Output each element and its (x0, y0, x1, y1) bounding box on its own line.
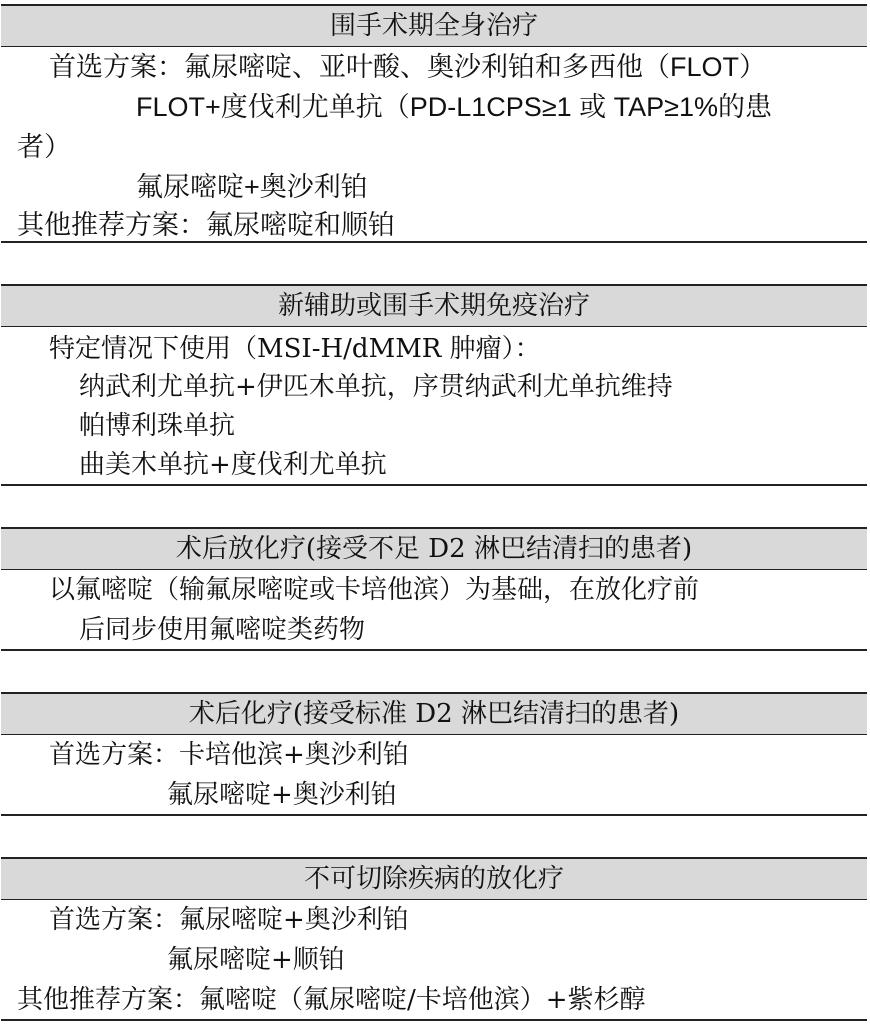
regimen-line: 其他推荐方案：氟尿嘧啶和顺铂 (17, 210, 395, 240)
section-postoperative-chemotherapy (1, 692, 867, 816)
regimen-line: 后同步使用氟嘧啶类药物 (79, 615, 366, 645)
regimen-line: 首选方案：卡培他滨+奥沙利铂 (49, 740, 409, 770)
section-header: 术后放化疗(接受不足 D2 淋巴结清扫的患者) (1, 529, 867, 570)
regimen-line: 以氟嘧啶（输氟尿嘧啶或卡培他滨）为基础，在放化疗前 (49, 575, 700, 605)
regimen-line: 帕博利珠单抗 (79, 411, 236, 441)
regimen-line: 首选方案：氟尿嘧啶、亚叶酸、奥沙利铂和多西他（FLOT） (49, 52, 767, 82)
regimen-line: 首选方案：氟尿嘧啶+奥沙利铂 (49, 905, 409, 935)
section-header: 术后化疗(接受标准 D2 淋巴结清扫的患者) (1, 694, 867, 735)
section-header: 不可切除疾病的放化疗 (1, 859, 867, 900)
section-postoperative-chemoradiation (1, 527, 867, 651)
regimen-line: 其他推荐方案：氟嘧啶（氟尿嘧啶/卡培他滨）+紫杉醇 (17, 985, 646, 1015)
section-neoadjuvant-immunotherapy (1, 284, 867, 486)
regimen-line: 特定情况下使用（MSI-H/dMMR 肿瘤）： (49, 334, 541, 364)
regimen-line: 氟尿嘧啶+顺铂 (167, 945, 345, 975)
section-unresectable-chemoradiation (1, 857, 867, 1021)
section-header: 围手术期全身治疗 (1, 6, 867, 47)
regimen-line: 纳武利尤单抗+伊匹木单抗，序贯纳武利尤单抗维持 (79, 372, 673, 402)
regimen-line: 氟尿嘧啶+奥沙利铂 (167, 780, 397, 810)
regimen-line: FLOT+度伐利尤单抗（PD-L1CPS≥1 或 TAP≥1%的患 (136, 92, 773, 122)
regimen-line: 氟尿嘧啶+奥沙利铂 (136, 172, 368, 202)
regimen-line: 者） (17, 132, 71, 162)
section-header: 新辅助或围手术期免疫治疗 (1, 286, 867, 327)
section-perioperative-systemic (1, 4, 867, 243)
regimen-line: 曲美木单抗+度伐利尤单抗 (79, 450, 387, 480)
